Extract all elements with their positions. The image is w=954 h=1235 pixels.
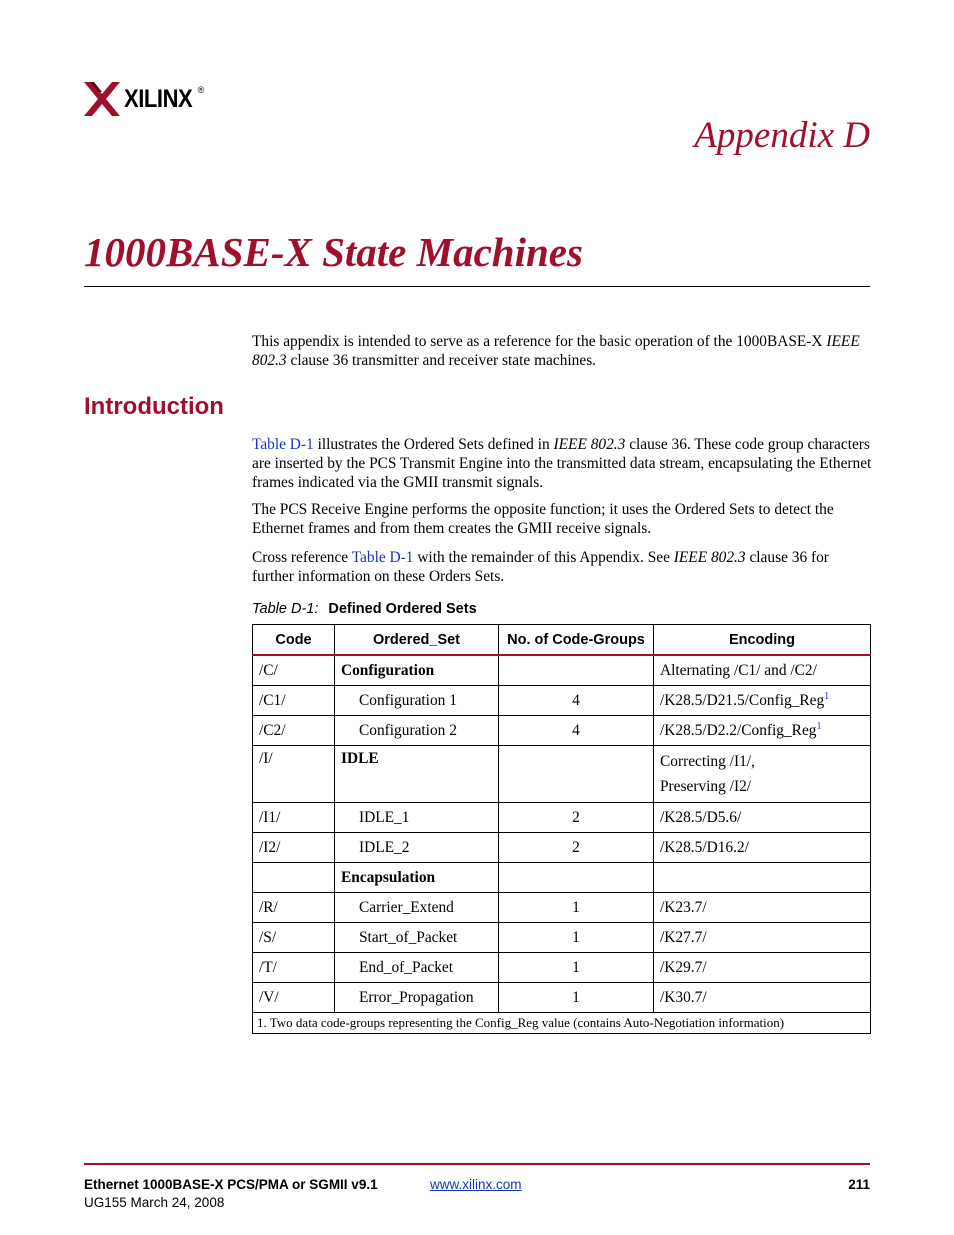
cell-encoding: /K29.7/ [654, 953, 871, 983]
table-row [253, 716, 871, 746]
cell-code: /S/ [253, 923, 335, 953]
cell-encoding: /K28.5/D16.2/ [654, 833, 871, 863]
cell-code: /I1/ [253, 803, 335, 833]
table-row [253, 803, 871, 833]
cell-code: /C/ [253, 655, 335, 686]
footer-website-link[interactable]: www.xilinx.com [430, 1177, 522, 1192]
xilinx-logo-icon [84, 82, 120, 116]
cell-encoding: /K28.5/D21.5/Config_Reg$^1$ [654, 686, 871, 716]
footer-doc-id: UG155 March 24, 2008 [84, 1195, 225, 1210]
cell-ordered-set: Start_of_Packet [335, 923, 499, 953]
table-row [253, 923, 871, 953]
cell-encoding: /K27.7/ [654, 923, 871, 953]
cell-ordered-set: End_of_Packet [335, 953, 499, 983]
table-row [253, 953, 871, 983]
xilinx-logo [84, 82, 204, 116]
column-header: Encoding [654, 625, 871, 656]
cell-code-groups: 4 [499, 686, 654, 716]
cell-encoding: /K30.7/ [654, 983, 871, 1013]
cell-ordered-set: Encapsulation [335, 863, 499, 893]
table-header-row [253, 625, 871, 656]
title-divider [84, 286, 870, 287]
cell-code-groups: 2 [499, 803, 654, 833]
cell-ordered-set: Error_Propagation [335, 983, 499, 1013]
cell-code: /T/ [253, 953, 335, 983]
paragraph-receive-engine: The PCS Receive Engine performs the opposite function; it uses the Ordered Sets to detect the Ethernet frames and from them creates the GMII receive signals. [252, 501, 834, 537]
cell-encoding: Correcting /I1/, Preserving /I2/ [654, 746, 871, 803]
cell-code-groups: 4 [499, 716, 654, 746]
page-number: 211 [848, 1177, 870, 1192]
column-header: Code [253, 625, 335, 656]
cell-ordered-set: Configuration [335, 655, 499, 686]
ordered-sets-table [252, 624, 871, 1034]
cell-ordered-set: Carrier_Extend [335, 893, 499, 923]
cell-code: /I/ [253, 746, 335, 803]
cell-code: /V/ [253, 983, 335, 1013]
table-row [253, 893, 871, 923]
cell-ordered-set: IDLE [335, 746, 499, 803]
cell-encoding: /K28.5/D5.6/ [654, 803, 871, 833]
registered-mark: ® [197, 85, 205, 95]
cell-code-groups [499, 655, 654, 686]
cell-code-groups [499, 746, 654, 803]
footer-divider [84, 1163, 870, 1165]
section-heading-introduction: Introduction [84, 393, 224, 420]
paragraph-cross-reference: Cross reference Table D-1 with the remainder of this Appendix. See IEEE 802.3 clause 36 for further information on these Orders Sets. [252, 549, 829, 585]
cell-encoding: /K23.7/ [654, 893, 871, 923]
cell-ordered-set: Configuration 2 [335, 716, 499, 746]
cell-encoding: /K28.5/D2.2/Config_Reg$^1$ [654, 716, 871, 746]
table-row [253, 686, 871, 716]
footnote-marker[interactable]: 1 [816, 720, 822, 732]
cell-code-groups: 1 [499, 893, 654, 923]
appendix-label: Appendix D [694, 115, 870, 156]
footnote-marker[interactable]: 1 [824, 690, 830, 702]
cell-code [253, 863, 335, 893]
cell-code: /I2/ [253, 833, 335, 863]
cell-code-groups: 2 [499, 833, 654, 863]
cell-encoding: Alternating /C1/ and /C2/ [654, 655, 871, 686]
table-row [253, 746, 871, 803]
cell-ordered-set: IDLE_1 [335, 803, 499, 833]
table-row [253, 983, 871, 1013]
cell-code-groups: 1 [499, 983, 654, 1013]
intro-paragraph: This appendix is intended to serve as a reference for the basic operation of the 1000BASE-X IEEE 802.3 clause 36 transmitter and receiver state machines. [252, 333, 860, 369]
cell-encoding [654, 863, 871, 893]
cell-code: /C1/ [253, 686, 335, 716]
cell-code-groups: 1 [499, 923, 654, 953]
table-d1-link[interactable]: Table D-1 [252, 436, 314, 453]
cell-code-groups: 1 [499, 953, 654, 983]
cell-code-groups [499, 863, 654, 893]
cell-ordered-set: IDLE_2 [335, 833, 499, 863]
table-row [253, 833, 871, 863]
footer-doc-title: Ethernet 1000BASE-X PCS/PMA or SGMII v9.1 [84, 1177, 378, 1192]
cell-code: /C2/ [253, 716, 335, 746]
table-footnote: 1. Two data code-groups representing the Config_Reg value (contains Auto-Negotiation information) [253, 1013, 871, 1034]
table-row [253, 655, 871, 686]
logo-wordmark: XILINX [124, 84, 193, 113]
table-d1-link[interactable]: Table D-1 [351, 549, 414, 566]
column-header: Ordered_Set [335, 625, 499, 656]
cell-ordered-set: Configuration 1 [335, 686, 499, 716]
page-title: 1000BASE-X State Machines [84, 229, 583, 275]
table-footnote-row [253, 1013, 871, 1034]
column-header: No. of Code-Groups [499, 625, 654, 656]
paragraph-ordered-sets: Table D-1 illustrates the Ordered Sets defined in IEEE 802.3 clause 36. These code group characters are inserted by the PCS Transmit Engine into the transmitted data stream, encapsulating the Ethernet frames indicated via the GMII transmit signals. [252, 436, 872, 491]
cell-code: /R/ [253, 893, 335, 923]
table-row [253, 863, 871, 893]
table-caption: Table D-1: Defined Ordered Sets [252, 601, 477, 617]
